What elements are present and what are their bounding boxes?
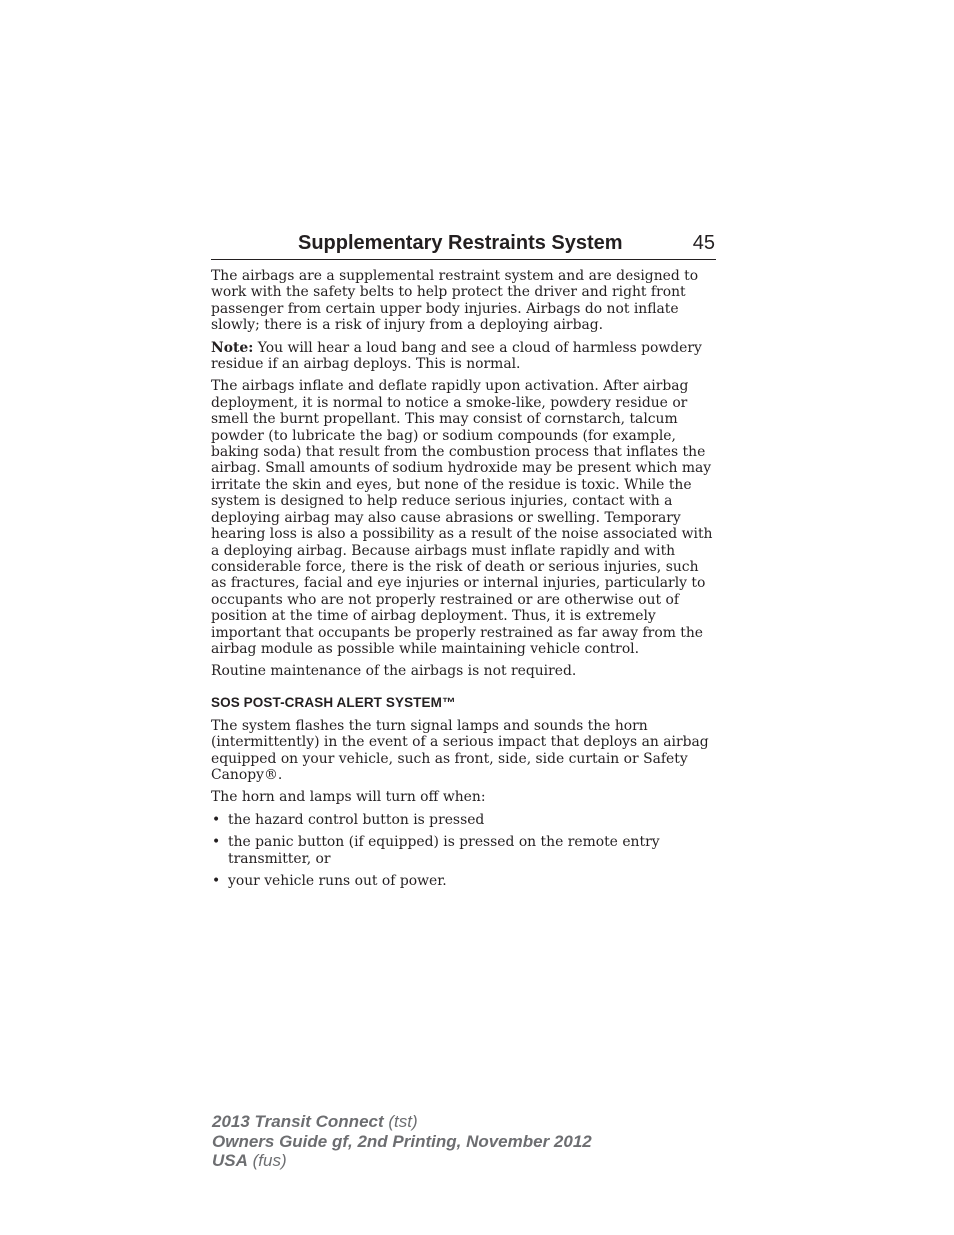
- page-content: [211, 268, 716, 895]
- footer-model-code: (tst): [383, 1112, 418, 1131]
- list-item: [211, 834, 716, 867]
- footer-line-printing: [212, 1132, 592, 1152]
- bullet-icon: •: [212, 873, 221, 889]
- list-item-text: your vehicle runs out of power.: [228, 873, 447, 889]
- page-title: Supplementary Restraints System: [298, 232, 623, 254]
- footer-model-name: 2013 Transit Connect: [212, 1112, 384, 1131]
- bullet-icon: •: [212, 811, 221, 828]
- page-number: 45: [692, 232, 715, 254]
- note-text: You will hear a loud bang and see a cloud of harmless powdery residue if an airbag deploys. This is normal.: [211, 339, 702, 373]
- footer-market-name: USA: [212, 1151, 248, 1170]
- paragraph-maintenance: Routine maintenance of the airbags is not required.: [211, 663, 577, 680]
- footer-line-model: [212, 1112, 592, 1132]
- paragraph-turn-off-intro: The horn and lamps will turn off when:: [211, 789, 486, 806]
- list-item: [211, 873, 716, 889]
- footer-line-market: [212, 1151, 592, 1171]
- list-item-text: the panic button (if equipped) is pressed on the remote entry transmitter, or: [228, 834, 660, 867]
- list-item: [211, 812, 716, 828]
- paragraph-note: [211, 340, 716, 373]
- page-footer: [212, 1112, 592, 1171]
- bullet-icon: •: [212, 834, 221, 851]
- paragraph-airbag-deployment: The airbags inflate and deflate rapidly upon activation. After airbag deployment, it is normal to notice a smoke-like, powdery residue or smell the burnt propellant. This may consist of cornstarch, talcum powder (to lubricate the bag) or sodium compounds (for example, baking soda) that result from the combustion process that inflates the airbag. Small amounts of sodium hydroxide may be present which may irritate the skin and eyes, but none of the residue is toxic. While the system is designed to help reduce serious injuries, contact with a deploying airbag may also cause abrasions or swelling. Temporary hearing loss is also a possibility as a result of the noise associated with a deploying airbag. Because airbags must inflate rapidly and with considerable force, there is the risk of death or serious injuries, such as fractures, facial and eye injuries or internal injuries, particularly to occupants who are not properly restrained or are otherwise out of position at the time of airbag deployment. Thus, it is extremely important that occupants be properly restrained as far away from the airbag module as possible while maintaining vehicle control.: [211, 378, 713, 657]
- bullet-list: [211, 812, 716, 890]
- section-heading-sos: SOS POST-CRASH ALERT SYSTEM™: [211, 694, 456, 710]
- list-item-text: the hazard control button is pressed: [228, 811, 485, 828]
- paragraph-airbags-intro: The airbags are a supplemental restraint system and are designed to work with the safety belts to help protect the driver and right front passenger from certain upper body injuries. Airbags do not inflate slowly; there is a risk of injury from a deploying airbag.: [211, 268, 699, 334]
- note-label: Note:: [211, 339, 254, 356]
- footer-market-code: (fus): [247, 1151, 287, 1170]
- paragraph-sos-description: The system flashes the turn signal lamps and sounds the horn (intermittently) in the event of a serious impact that deploys an airbag equipped on your vehicle, such as front, side, side curtain or Safety Canopy®.: [211, 717, 709, 783]
- page-header: [211, 229, 716, 260]
- footer-printing-info: Owners Guide gf, 2nd Printing, November 2012: [212, 1131, 592, 1151]
